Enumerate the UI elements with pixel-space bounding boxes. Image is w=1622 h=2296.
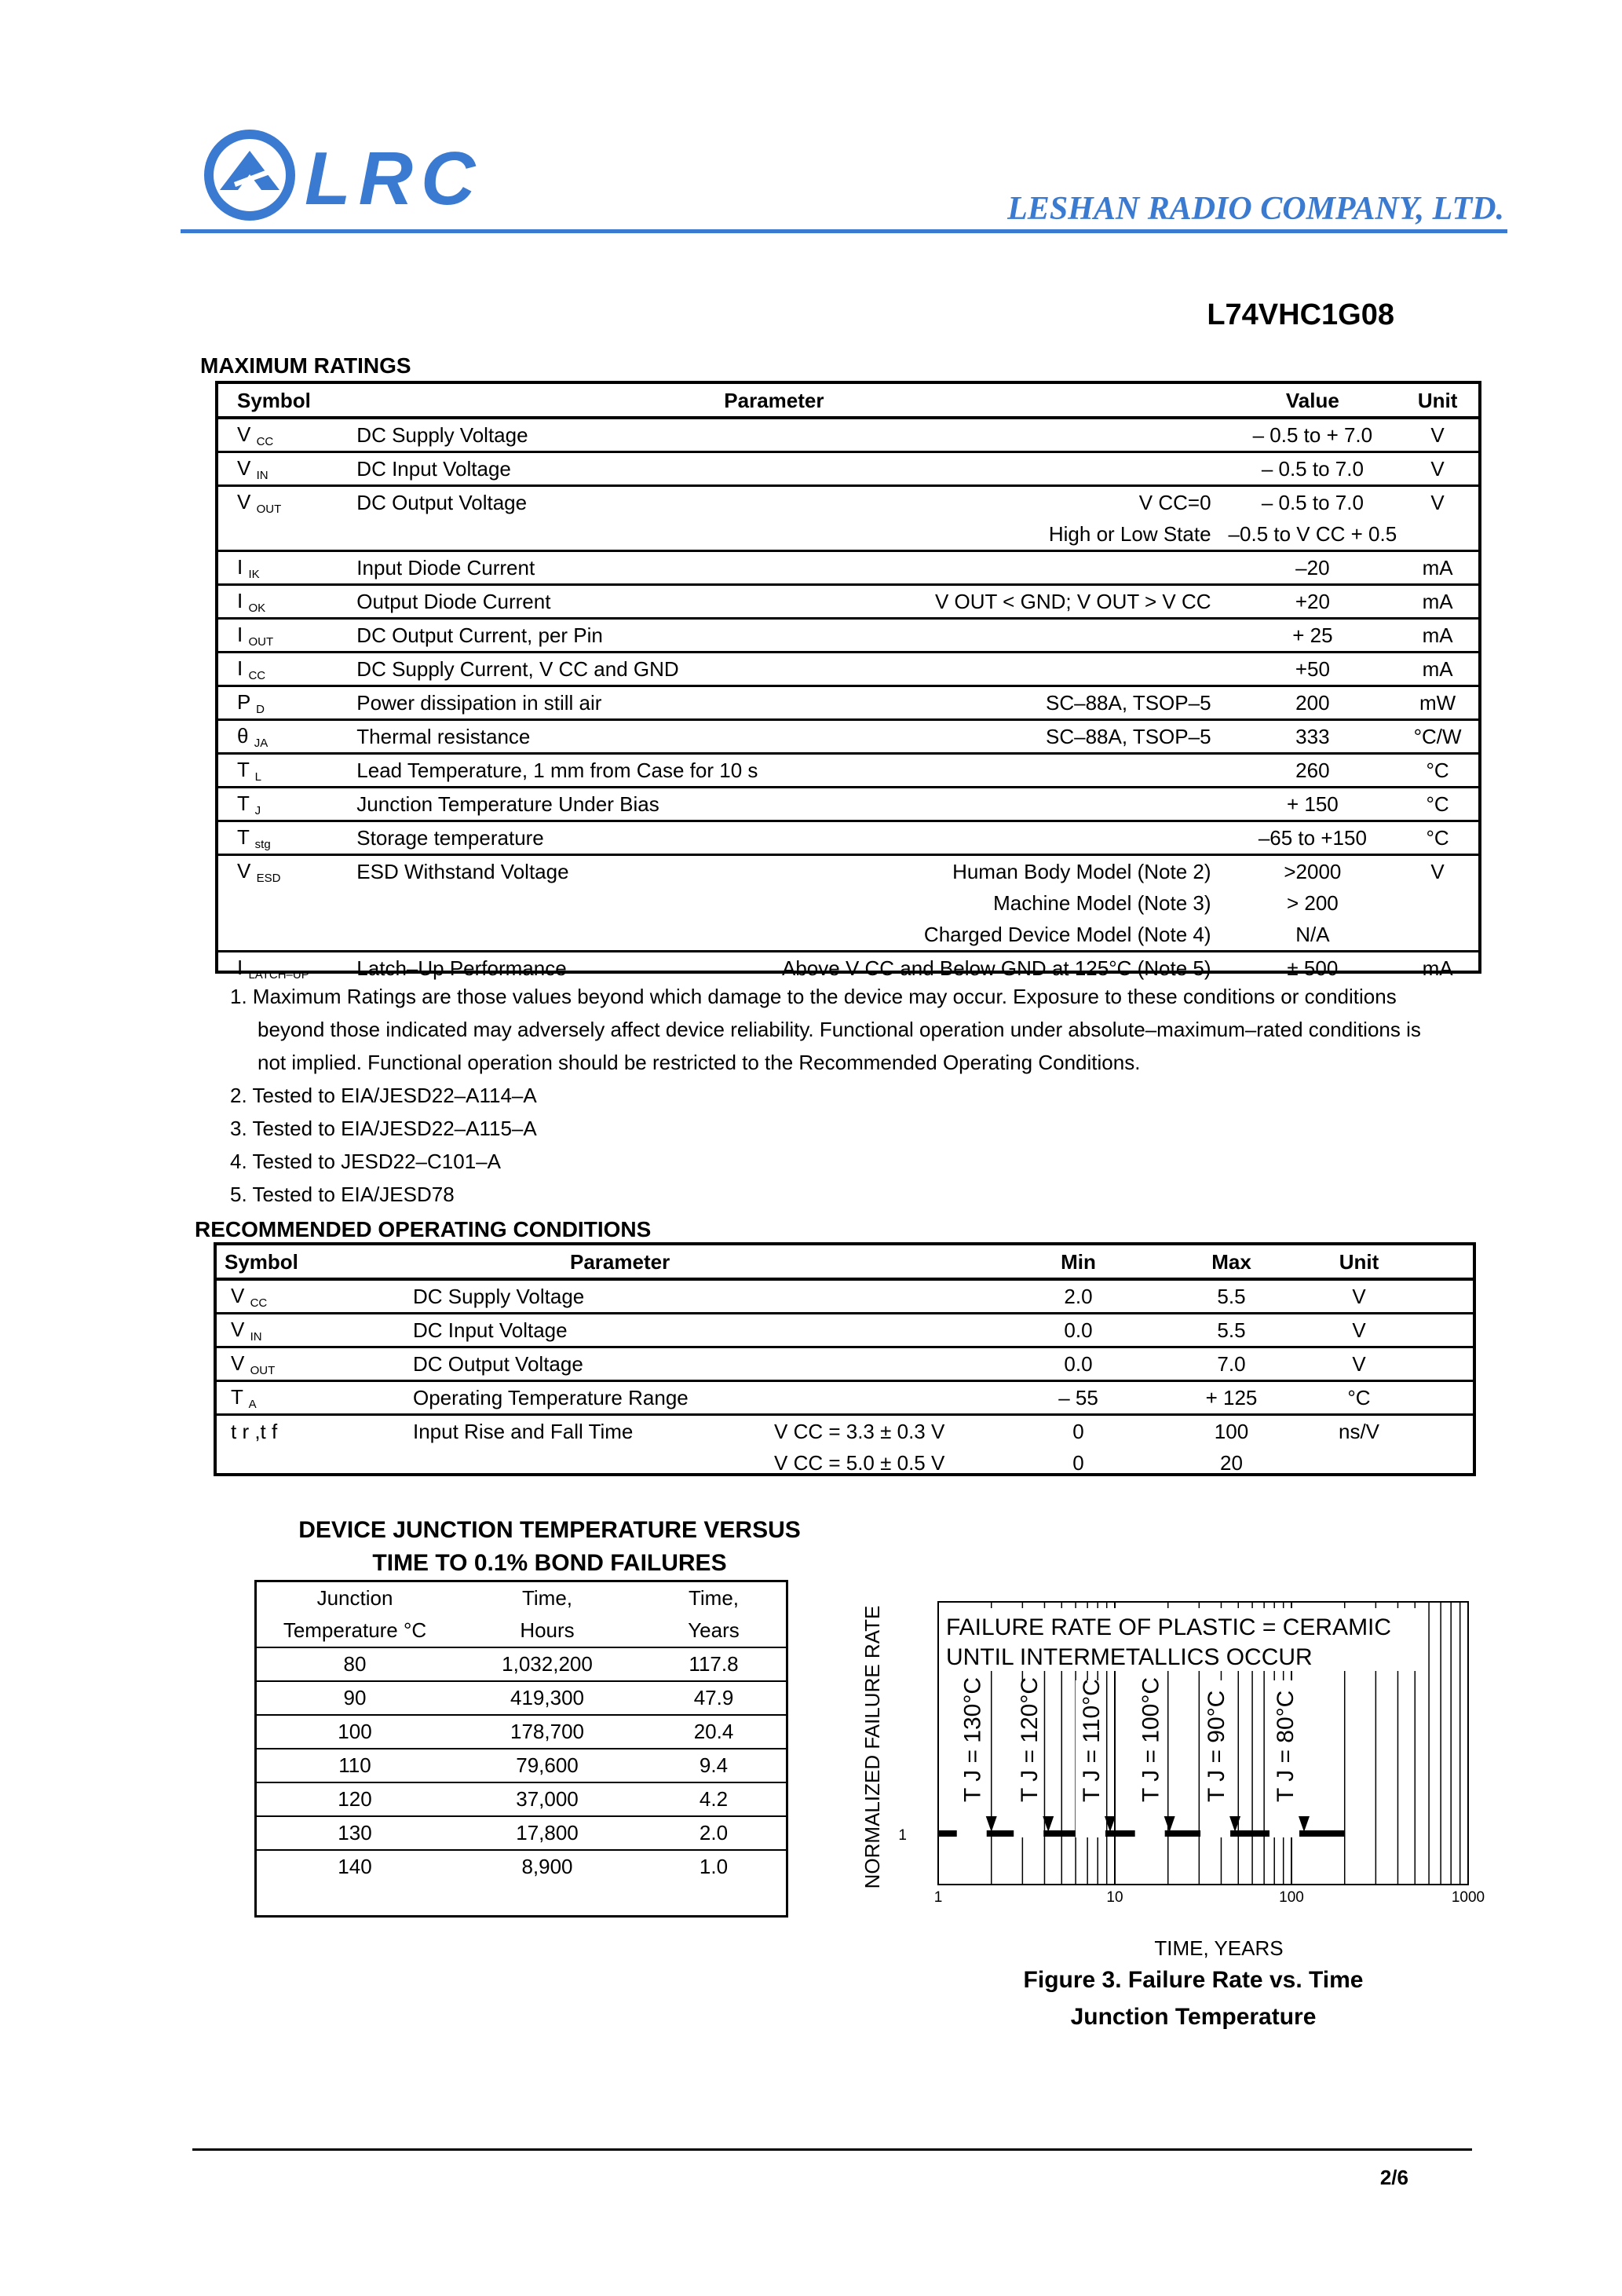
min-cell: 2.0 [994, 1279, 1163, 1314]
symbol-letter: I [237, 554, 243, 579]
min-cell: 0 [1072, 1450, 1084, 1475]
unit-cell: V [1397, 855, 1478, 888]
max-cell: 7.0 [1163, 1347, 1300, 1381]
unit-cell: V [1397, 418, 1478, 452]
parameter-cell [349, 887, 768, 919]
condition-cell: Human Body Model (Note 2) [768, 855, 1228, 888]
marker-arrow [1299, 1816, 1310, 1832]
condition-cell: High or Low State [1048, 521, 1211, 546]
rec-op-header-row [217, 1246, 1473, 1279]
header-parameter: Parameter [570, 1249, 670, 1274]
max-cell: 100 [1163, 1415, 1300, 1448]
symbol-cell [218, 887, 349, 919]
junction-cell: 100 [257, 1715, 453, 1749]
marker-label: T J = 90°C [1204, 1690, 1230, 1802]
condition-cell [768, 452, 1228, 486]
symbol-letter: I [237, 622, 243, 646]
spacer-cell [1418, 1447, 1473, 1479]
unit-cell: mA [1397, 551, 1478, 585]
junction-cell: 80 [257, 1647, 453, 1681]
junction-cell: 20.4 [641, 1715, 786, 1749]
condition-cell: V OUT < GND; V OUT > V CC [768, 585, 1228, 619]
unit-cell: mA [1397, 952, 1478, 985]
symbol-cell [217, 1447, 389, 1479]
junction-cell: 120 [257, 1782, 453, 1816]
table-row [257, 1816, 786, 1850]
unit-cell [1397, 919, 1478, 952]
junction-header-cell: Junction [316, 1586, 393, 1610]
unit-cell: V [1300, 1314, 1418, 1347]
symbol-letter: I [237, 588, 243, 612]
junction-cell: 37,000 [453, 1782, 641, 1816]
table-row [218, 551, 1478, 585]
value-cell: N/A [1295, 922, 1330, 946]
x-tick-label: 1000 [1451, 1889, 1485, 1906]
junction-cell: 130 [257, 1816, 453, 1850]
table-row [257, 1850, 786, 1883]
unit-cell: V [1397, 452, 1478, 486]
symbol-cell [218, 518, 349, 551]
junction-cell: 17,800 [453, 1816, 641, 1850]
table-row [218, 788, 1478, 821]
x-axis-label: TIME, YEARS [1154, 1936, 1284, 1960]
condition-cell: V CC=0 [768, 486, 1228, 519]
value-cell: 333 [1229, 720, 1397, 754]
table-row [257, 1749, 786, 1782]
y-tick-label: 1 [898, 1827, 907, 1844]
junction-cell: 140 [257, 1850, 453, 1883]
value-cell: + 25 [1229, 619, 1397, 653]
symbol-subscript: JA [254, 736, 269, 750]
unit-cell [1397, 887, 1478, 919]
junction-cell: 79,600 [453, 1749, 641, 1782]
symbol-cell [218, 855, 349, 888]
header-unit: Unit [1339, 1249, 1379, 1274]
parameter-cell: DC Supply Current, V CC and GND [349, 653, 768, 686]
value-cell: – 0.5 to + 7.0 [1229, 418, 1397, 452]
company-name: LESHAN RADIO COMPANY, LTD. [1007, 191, 1504, 227]
parameter-cell: Junction Temperature Under Bias [349, 788, 768, 821]
parameter-cell [349, 518, 768, 551]
min-cell: – 55 [994, 1381, 1163, 1415]
symbol-cell [218, 720, 349, 754]
junction-title-2: TIME TO 0.1% BOND FAILURES [372, 1550, 727, 1576]
unit-cell: °C [1300, 1381, 1418, 1415]
parameter-cell: Power dissipation in still air [349, 686, 768, 720]
symbol-letter: I [237, 955, 243, 979]
x-tick-label: 10 [1106, 1889, 1123, 1906]
junction-header-cell: Time, [688, 1586, 740, 1610]
chart-annotation-line-1: FAILURE RATE OF PLASTIC = CERAMIC [946, 1614, 1392, 1640]
max-cell: + 125 [1163, 1381, 1300, 1415]
symbol-letter: T [237, 757, 250, 781]
table-row [217, 1279, 1473, 1314]
note-2: 2. Tested to EIA/JESD22–A114–A [230, 1084, 537, 1107]
symbol-letter: V [237, 489, 251, 514]
max-ratings-table [218, 385, 1478, 984]
marker-label: T J = 110°C [1078, 1679, 1105, 1802]
table-row [218, 855, 1478, 888]
table-row [217, 1447, 1473, 1479]
symbol-cell [217, 1381, 389, 1415]
symbol-letter: T [231, 1384, 243, 1409]
junction-cell: 419,300 [453, 1681, 641, 1715]
symbol-letter: V [237, 858, 251, 883]
parameter-cell: Input Rise and Fall Time [389, 1415, 743, 1448]
spacer-cell [1418, 1246, 1473, 1279]
symbol-letter: V [231, 1317, 245, 1341]
spacer-cell [1418, 1347, 1473, 1381]
value-cell: –65 to +150 [1229, 821, 1397, 855]
value-cell: > 200 [1286, 890, 1339, 915]
parameter-cell [389, 1447, 743, 1479]
symbol-letter: P [237, 689, 250, 714]
symbol-letter: V [237, 455, 251, 480]
condition-cell [768, 551, 1228, 585]
symbol-subscript: IN [256, 468, 269, 482]
table-row [217, 1314, 1473, 1347]
table-row [217, 1415, 1473, 1448]
symbol-subscript: IN [250, 1329, 262, 1344]
rec-op-table [217, 1246, 1473, 1479]
table-row [218, 486, 1478, 519]
table-row [218, 518, 1478, 551]
header-rule [181, 229, 1507, 233]
symbol-letter: T [237, 791, 250, 815]
symbol-subscript: OUT [256, 502, 282, 516]
symbol-cell [218, 486, 349, 519]
table-row [218, 585, 1478, 619]
note-1c: not implied. Functional operation should be restricted to the Recommended Operating Conditions. [258, 1051, 1141, 1074]
table-row [257, 1681, 786, 1715]
condition-cell [768, 754, 1228, 788]
header-symbol: Symbol [225, 1249, 298, 1274]
value-cell: +50 [1229, 653, 1397, 686]
value-cell: >2000 [1229, 855, 1397, 888]
value-cell: – 0.5 to 7.0 [1229, 486, 1397, 519]
svg-text:LRC: LRC [305, 137, 484, 221]
condition-cell: SC–88A, TSOP–5 [768, 686, 1228, 720]
junction-cell: 9.4 [641, 1749, 786, 1782]
parameter-cell: DC Input Voltage [389, 1314, 743, 1347]
symbol-subscript: L [254, 770, 261, 784]
condition-cell [768, 653, 1228, 686]
unit-cell: mW [1397, 686, 1478, 720]
table-row [218, 452, 1478, 486]
junction-title-1: DEVICE JUNCTION TEMPERATURE VERSUS [298, 1517, 801, 1543]
condition-cell: Charged Device Model (Note 4) [923, 922, 1211, 946]
junction-cell: 178,700 [453, 1715, 641, 1749]
value-cell: +20 [1229, 585, 1397, 619]
parameter-cell: DC Supply Voltage [349, 418, 768, 452]
marker-arrow [1164, 1816, 1175, 1832]
unit-cell: mA [1397, 619, 1478, 653]
condition-cell [743, 1347, 994, 1381]
symbol-subscript: CC [256, 434, 274, 448]
symbol-cell [218, 952, 349, 985]
y-axis-label: NORMALIZED FAILURE RATE [860, 1605, 884, 1889]
parameter-cell [349, 919, 768, 952]
x-tick-label: 1 [933, 1889, 943, 1906]
symbol-subscript: OUT [250, 1363, 276, 1377]
unit-cell: mA [1397, 653, 1478, 686]
min-cell: 0.0 [994, 1314, 1163, 1347]
symbol-letter: V [231, 1351, 245, 1375]
symbol-subscript: J [254, 803, 261, 817]
header-parameter: Parameter [724, 388, 824, 412]
condition-cell: V CC = 5.0 ± 0.5 V [774, 1450, 945, 1475]
table-row [217, 1381, 1473, 1415]
junction-cell: 1.0 [641, 1850, 786, 1883]
symbol-subscript: ESD [256, 871, 281, 885]
symbol-subscript: LATCH–UP [248, 967, 309, 982]
symbol-subscript: A [248, 1397, 257, 1411]
page-number: 2/6 [1379, 2166, 1408, 2189]
symbol-letter: V [231, 1283, 245, 1307]
symbol-cell [217, 1347, 389, 1381]
table-row [218, 887, 1478, 919]
unit-cell: V [1397, 486, 1478, 519]
symbol-letter: T [237, 824, 250, 849]
unit-cell: °C [1397, 754, 1478, 788]
junction-cell: 47.9 [641, 1681, 786, 1715]
marker-label: T J = 80°C [1273, 1690, 1299, 1802]
condition-cell: SC–88A, TSOP–5 [768, 720, 1228, 754]
condition-cell [743, 1279, 994, 1314]
condition-cell [768, 821, 1228, 855]
value-cell: + 150 [1229, 788, 1397, 821]
symbol-cell [218, 619, 349, 653]
symbol-cell [218, 551, 349, 585]
x-tick-label: 100 [1279, 1889, 1304, 1906]
symbol-cell [218, 418, 349, 452]
symbol-cell [217, 1279, 389, 1314]
junction-header-cell: Years [688, 1618, 740, 1642]
junction-header-row [257, 1582, 786, 1614]
condition-cell: Above V CC and Below GND at 125°C (Note 5) [768, 952, 1228, 985]
symbol-letter: I [237, 656, 243, 680]
spacer-cell [1418, 1415, 1473, 1448]
spacer-cell [1418, 1381, 1473, 1415]
parameter-cell: Storage temperature [349, 821, 768, 855]
figure-caption-1: Figure 3. Failure Rate vs. Time [1023, 1967, 1364, 1993]
condition-cell [743, 1314, 994, 1347]
table-row [218, 952, 1478, 985]
note-5: 5. Tested to EIA/JESD78 [230, 1183, 455, 1206]
header-unit: Unit [1417, 388, 1458, 412]
symbol-subscript: OK [248, 601, 266, 615]
condition-cell [768, 418, 1228, 452]
junction-cell: 110 [257, 1749, 453, 1782]
table-row [218, 686, 1478, 720]
symbol-cell [218, 686, 349, 720]
junction-cell: 4.2 [641, 1782, 786, 1816]
symbol-subscript: CC [250, 1296, 268, 1310]
marker-label: T J = 120°C [1017, 1676, 1043, 1802]
unit-cell [1397, 518, 1478, 551]
parameter-cell: DC Supply Voltage [389, 1279, 743, 1314]
parameter-cell: DC Output Voltage [389, 1347, 743, 1381]
spacer-cell [1418, 1314, 1473, 1347]
chart-annotation-line-2: UNTIL INTERMETALLICS OCCUR [946, 1644, 1313, 1670]
table-row [218, 754, 1478, 788]
parameter-cell: Latch–Up Performance [349, 952, 768, 985]
symbol-subscript: OUT [248, 634, 274, 649]
marker-label: T J = 100°C [1138, 1676, 1164, 1802]
parameter-cell: ESD Withstand Voltage [349, 855, 768, 888]
value-cell: – 0.5 to 7.0 [1229, 452, 1397, 486]
table-row [218, 720, 1478, 754]
junction-cell: 90 [257, 1681, 453, 1715]
min-cell: 0 [994, 1415, 1163, 1448]
unit-cell: V [1300, 1347, 1418, 1381]
condition-cell: V CC = 3.3 ± 0.3 V [743, 1415, 994, 1448]
max-cell: 5.5 [1163, 1314, 1300, 1347]
max-cell: 5.5 [1163, 1279, 1300, 1314]
table-row [257, 1715, 786, 1749]
table-row [218, 653, 1478, 686]
symbol-cell [218, 788, 349, 821]
condition-cell [768, 619, 1228, 653]
note-1a: 1. Maximum Ratings are those values beyond which damage to the device may occur. Exposure to these conditions or conditions [230, 985, 1397, 1008]
symbol-subscript: CC [248, 668, 266, 682]
parameter-cell: Output Diode Current [349, 585, 768, 619]
symbol-cell [218, 821, 349, 855]
table-row [218, 418, 1478, 452]
max-ratings-title: MAXIMUM RATINGS [200, 353, 411, 378]
symbol-cell [218, 452, 349, 486]
parameter-cell: Input Diode Current [349, 551, 768, 585]
unit-cell [1300, 1447, 1418, 1479]
value-cell: –20 [1229, 551, 1397, 585]
symbol-cell [218, 585, 349, 619]
unit-cell: mA [1397, 585, 1478, 619]
symbol-cell [218, 919, 349, 952]
table-row [217, 1347, 1473, 1381]
min-cell: 0.0 [994, 1347, 1163, 1381]
note-4: 4. Tested to JESD22–C101–A [230, 1150, 501, 1173]
failure-rate-chart [848, 1578, 1492, 1994]
unit-cell: °C/W [1397, 720, 1478, 754]
junction-table [257, 1582, 786, 1883]
spacer-cell [1418, 1279, 1473, 1314]
unit-cell: ns/V [1300, 1415, 1418, 1448]
junction-header-cell: Time, [521, 1586, 573, 1610]
junction-header-row [257, 1614, 786, 1647]
parameter-cell: Lead Temperature, 1 mm from Case for 10 s [349, 754, 768, 788]
table-row [218, 919, 1478, 952]
unit-cell: °C [1397, 788, 1478, 821]
header-max: Max [1211, 1249, 1251, 1274]
junction-cell: 8,900 [453, 1850, 641, 1883]
value-cell: –0.5 to V CC + 0.5 [1228, 521, 1397, 546]
condition-cell [743, 1381, 994, 1415]
value-cell: ± 500 [1229, 952, 1397, 985]
lrc-logo [203, 127, 485, 223]
part-number: L74VHC1G08 [1207, 298, 1394, 331]
table-row [218, 619, 1478, 653]
header-min: Min [1061, 1249, 1096, 1274]
symbol-cell [218, 754, 349, 788]
value-cell: 200 [1229, 686, 1397, 720]
header-symbol: Symbol [237, 388, 311, 412]
parameter-cell: DC Output Voltage [349, 486, 768, 519]
parameter-cell: Thermal resistance [349, 720, 768, 754]
table-row [257, 1782, 786, 1816]
marker-arrow [986, 1816, 997, 1832]
symbol-subscript: D [256, 702, 265, 716]
junction-header-cell: Temperature °C [283, 1618, 427, 1642]
max-cell: 20 [1220, 1450, 1243, 1475]
symbol-subscript: IK [248, 567, 260, 581]
figure-caption-2: Junction Temperature [1070, 2004, 1317, 2030]
symbol-cell [218, 653, 349, 686]
table-row [257, 1647, 786, 1681]
header-value: Value [1285, 388, 1339, 412]
unit-cell: V [1300, 1279, 1418, 1314]
symbol-letter: V [237, 422, 251, 446]
junction-cell: 117.8 [641, 1647, 786, 1681]
max-ratings-header-row [218, 385, 1478, 418]
unit-cell: °C [1397, 821, 1478, 855]
parameter-cell: Operating Temperature Range [389, 1381, 743, 1415]
symbol-cell [217, 1314, 389, 1347]
junction-header-cell: Hours [520, 1618, 575, 1642]
condition-cell: Machine Model (Note 3) [993, 890, 1211, 915]
junction-cell: 2.0 [641, 1816, 786, 1850]
rec-op-title: RECOMMENDED OPERATING CONDITIONS [195, 1217, 652, 1241]
symbol-letter: θ [237, 723, 249, 748]
parameter-cell: DC Output Current, per Pin [349, 619, 768, 653]
footer-rule [192, 2148, 1472, 2151]
value-cell: 260 [1229, 754, 1397, 788]
table-row [218, 821, 1478, 855]
parameter-cell: DC Input Voltage [349, 452, 768, 486]
junction-cell: 1,032,200 [453, 1647, 641, 1681]
note-1b: beyond those indicated may adversely affect device reliability. Functional operation under absolute–maximum–rated conditions is [258, 1018, 1421, 1041]
symbol-letter: t r ,t f [231, 1419, 278, 1443]
symbol-subscript: stg [254, 837, 271, 851]
symbol-cell [217, 1415, 389, 1448]
condition-cell [768, 788, 1228, 821]
note-3: 3. Tested to EIA/JESD22–A115–A [230, 1117, 537, 1140]
marker-label: T J = 130°C [959, 1676, 986, 1802]
